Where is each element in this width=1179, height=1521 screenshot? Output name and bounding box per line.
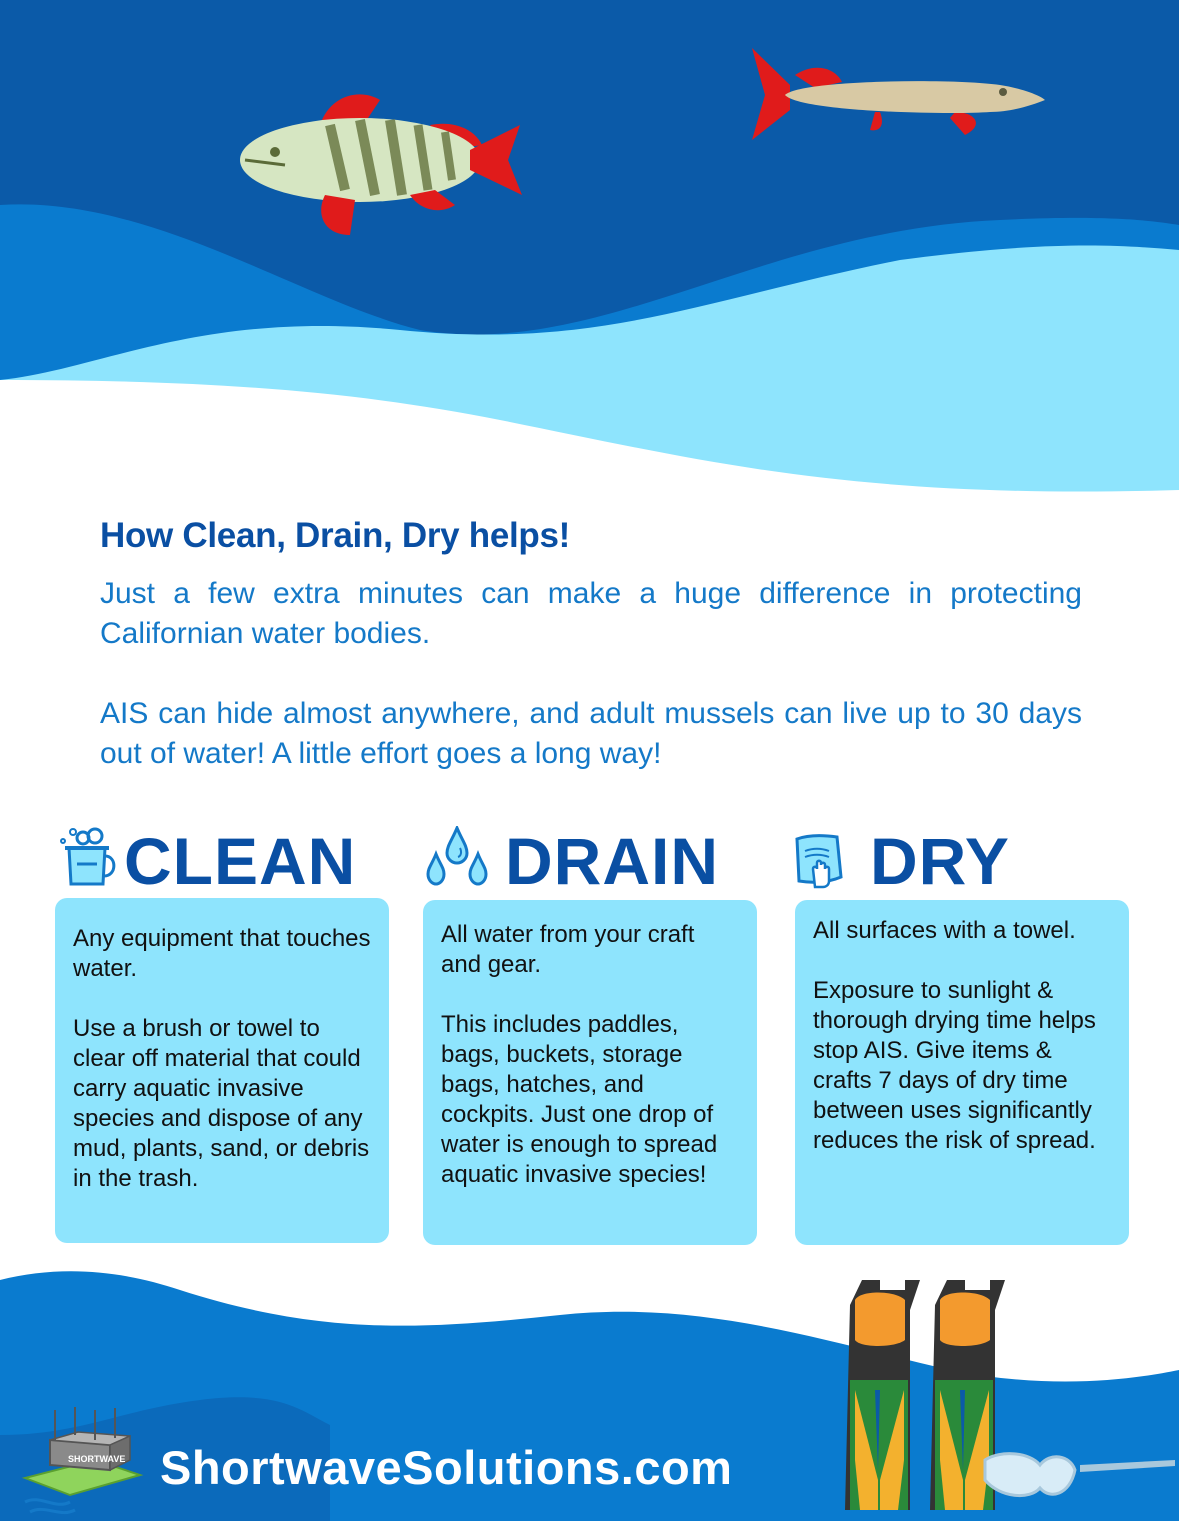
clean-title: CLEAN — [124, 824, 357, 898]
water-drops-icon — [424, 826, 490, 890]
drain-card — [423, 900, 757, 1245]
page-heading: How Clean, Drain, Dry helps! — [100, 516, 571, 555]
bucket-icon — [57, 826, 119, 888]
logo-text: SHORTWAVE — [68, 1454, 126, 1464]
website-link[interactable]: ShortwaveSolutions.com — [160, 1441, 733, 1494]
intro-paragraph-2: AIS can hide almost anywhere, and adult mussels can live up to 30 days out of water! A little effort goes a long way! — [100, 697, 1082, 770]
clean-details: Use a brush or towel to clear off material that could carry aquatic invasive species and dispose of any mud, plants, sand, or debris in the trash. — [73, 1015, 370, 1192]
dry-details: Exposure to sunlight & thorough drying time helps stop AIS. Give items & crafts 7 days of dry time between uses significantly reduces the risk of spread. — [813, 977, 1096, 1154]
drain-details: This includes paddles, bags, buckets, storage bags, hatches, and cockpits. Just one drop of water is enough to spread aquatic invasive species! — [441, 1011, 718, 1188]
drain-summary: All water from your craft and gear. — [441, 921, 695, 978]
dry-card — [795, 900, 1129, 1245]
dry-title: DRY — [870, 824, 1010, 898]
towel-hand-icon — [793, 833, 845, 889]
clean-summary: Any equipment that touches water. — [73, 925, 371, 982]
drain-title: DRAIN — [505, 824, 719, 898]
clean-card — [55, 898, 389, 1243]
top-water-illustration — [0, 0, 1179, 500]
dry-summary: All surfaces with a towel. — [813, 917, 1076, 944]
intro-paragraph-1: Just a few extra minutes can make a huge difference in protecting Californian water bodies. — [100, 577, 1082, 650]
